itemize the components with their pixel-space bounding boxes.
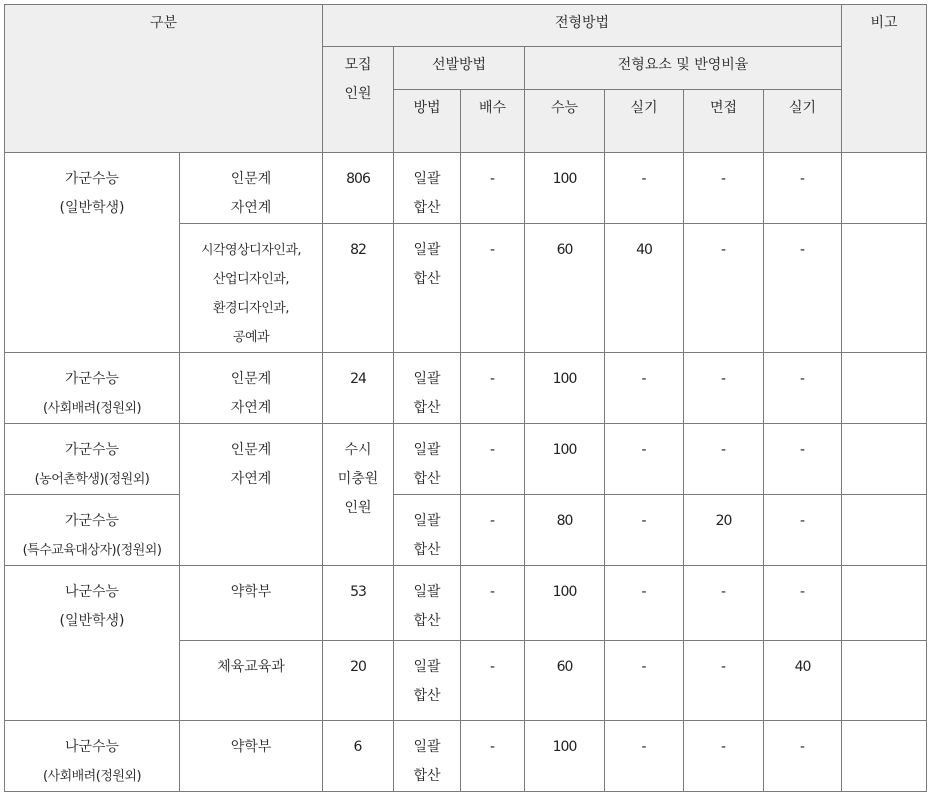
practical-cell: 40: [605, 224, 684, 353]
suneung-cell: 100: [525, 566, 605, 641]
method-cell: 일괄 합산: [394, 424, 461, 495]
suneung-cell: 100: [525, 353, 605, 424]
header-category: 구분: [5, 5, 323, 153]
multiple-cell: -: [461, 224, 525, 353]
suneung-cell: 100: [525, 153, 605, 224]
recruit-cell: 53: [323, 566, 394, 641]
table-row: [5, 566, 927, 641]
multiple-cell: -: [461, 566, 525, 641]
interview-cell: -: [684, 153, 764, 224]
multiple-cell: -: [461, 353, 525, 424]
header-elements: 전형요소 및 반영비율: [525, 47, 842, 90]
header-remarks: 비고: [842, 5, 927, 153]
group-cell: 나군수능 (일반학생): [5, 566, 180, 721]
header-selection: 선발방법: [394, 47, 525, 90]
suneung-cell: 100: [525, 424, 605, 495]
dept-cell: 체육교육과: [180, 641, 323, 721]
table-row: [5, 353, 927, 424]
header-sub-practical: 실기: [605, 90, 684, 153]
practical-cell: -: [605, 153, 684, 224]
multiple-cell: -: [461, 424, 525, 495]
table-row: [5, 153, 927, 224]
method-cell: 일괄 합산: [394, 153, 461, 224]
group-cell: 가군수능 (일반학생): [5, 153, 180, 353]
recruit-cell: 82: [323, 224, 394, 353]
admission-table-container: [4, 4, 927, 792]
practical-2-cell: -: [764, 721, 842, 792]
practical-2-cell: -: [764, 495, 842, 566]
interview-cell: -: [684, 353, 764, 424]
interview-cell: -: [684, 566, 764, 641]
multiple-cell: -: [461, 153, 525, 224]
dept-cell: 시각영상디자인과, 산업디자인과, 환경디자인과, 공예과: [180, 224, 323, 353]
admission-table: [4, 4, 927, 792]
practical-cell: -: [605, 424, 684, 495]
method-cell: 일괄 합산: [394, 495, 461, 566]
header-sub-interview: 면접: [684, 90, 764, 153]
recruit-cell: 20: [323, 641, 394, 721]
remarks-cell: [842, 641, 927, 721]
method-cell: 일괄 합산: [394, 566, 461, 641]
interview-cell: -: [684, 224, 764, 353]
method-cell: 일괄 합산: [394, 641, 461, 721]
group-cell: 나군수능 (사회배려(정원외): [5, 721, 180, 792]
method-cell: 일괄 합산: [394, 224, 461, 353]
remarks-cell: [842, 353, 927, 424]
practical-cell: -: [605, 495, 684, 566]
dept-cell: 약학부: [180, 566, 323, 641]
dept-cell: 인문계 자연계: [180, 424, 323, 566]
recruit-cell: 6: [323, 721, 394, 792]
dept-cell: 인문계 자연계: [180, 353, 323, 424]
remarks-cell: [842, 224, 927, 353]
suneung-cell: 80: [525, 495, 605, 566]
table-row: [5, 495, 927, 566]
practical-2-cell: -: [764, 353, 842, 424]
interview-cell: 20: [684, 495, 764, 566]
remarks-cell: [842, 566, 927, 641]
practical-2-cell: -: [764, 566, 842, 641]
table-row: [5, 424, 927, 495]
group-cell: 가군수능 (사회배려(정원외): [5, 353, 180, 424]
dept-cell: 약학부: [180, 721, 323, 792]
interview-cell: -: [684, 641, 764, 721]
remarks-cell: [842, 721, 927, 792]
practical-cell: -: [605, 721, 684, 792]
group-cell: 가군수능 (농어촌학생)(정원외): [5, 424, 180, 495]
practical-2-cell: -: [764, 224, 842, 353]
group-cell: 가군수능 (특수교육대상자)(정원외): [5, 495, 180, 566]
header-sub-method: 방법: [394, 90, 461, 153]
method-cell: 일괄 합산: [394, 353, 461, 424]
multiple-cell: -: [461, 641, 525, 721]
multiple-cell: -: [461, 495, 525, 566]
remarks-cell: [842, 424, 927, 495]
practical-cell: -: [605, 566, 684, 641]
header-sub-practical-2: 실기: [764, 90, 842, 153]
recruit-cell: 24: [323, 353, 394, 424]
practical-2-cell: 40: [764, 641, 842, 721]
practical-2-cell: -: [764, 153, 842, 224]
table-row: [5, 721, 927, 792]
recruit-cell: 806: [323, 153, 394, 224]
header-recruit: 모집 인원: [323, 47, 394, 153]
practical-cell: -: [605, 353, 684, 424]
multiple-cell: -: [461, 721, 525, 792]
suneung-cell: 60: [525, 641, 605, 721]
dept-cell: 인문계 자연계: [180, 153, 323, 224]
interview-cell: -: [684, 424, 764, 495]
suneung-cell: 100: [525, 721, 605, 792]
header-sub-suneung: 수능: [525, 90, 605, 153]
method-cell: 일괄 합산: [394, 721, 461, 792]
practical-2-cell: -: [764, 424, 842, 495]
recruit-cell: 수시 미충원 인원: [323, 424, 394, 566]
suneung-cell: 60: [525, 224, 605, 353]
interview-cell: -: [684, 721, 764, 792]
header-method: 전형방법: [323, 5, 842, 47]
remarks-cell: [842, 153, 927, 224]
header-sub-multiple: 배수: [461, 90, 525, 153]
remarks-cell: [842, 495, 927, 566]
practical-cell: -: [605, 641, 684, 721]
